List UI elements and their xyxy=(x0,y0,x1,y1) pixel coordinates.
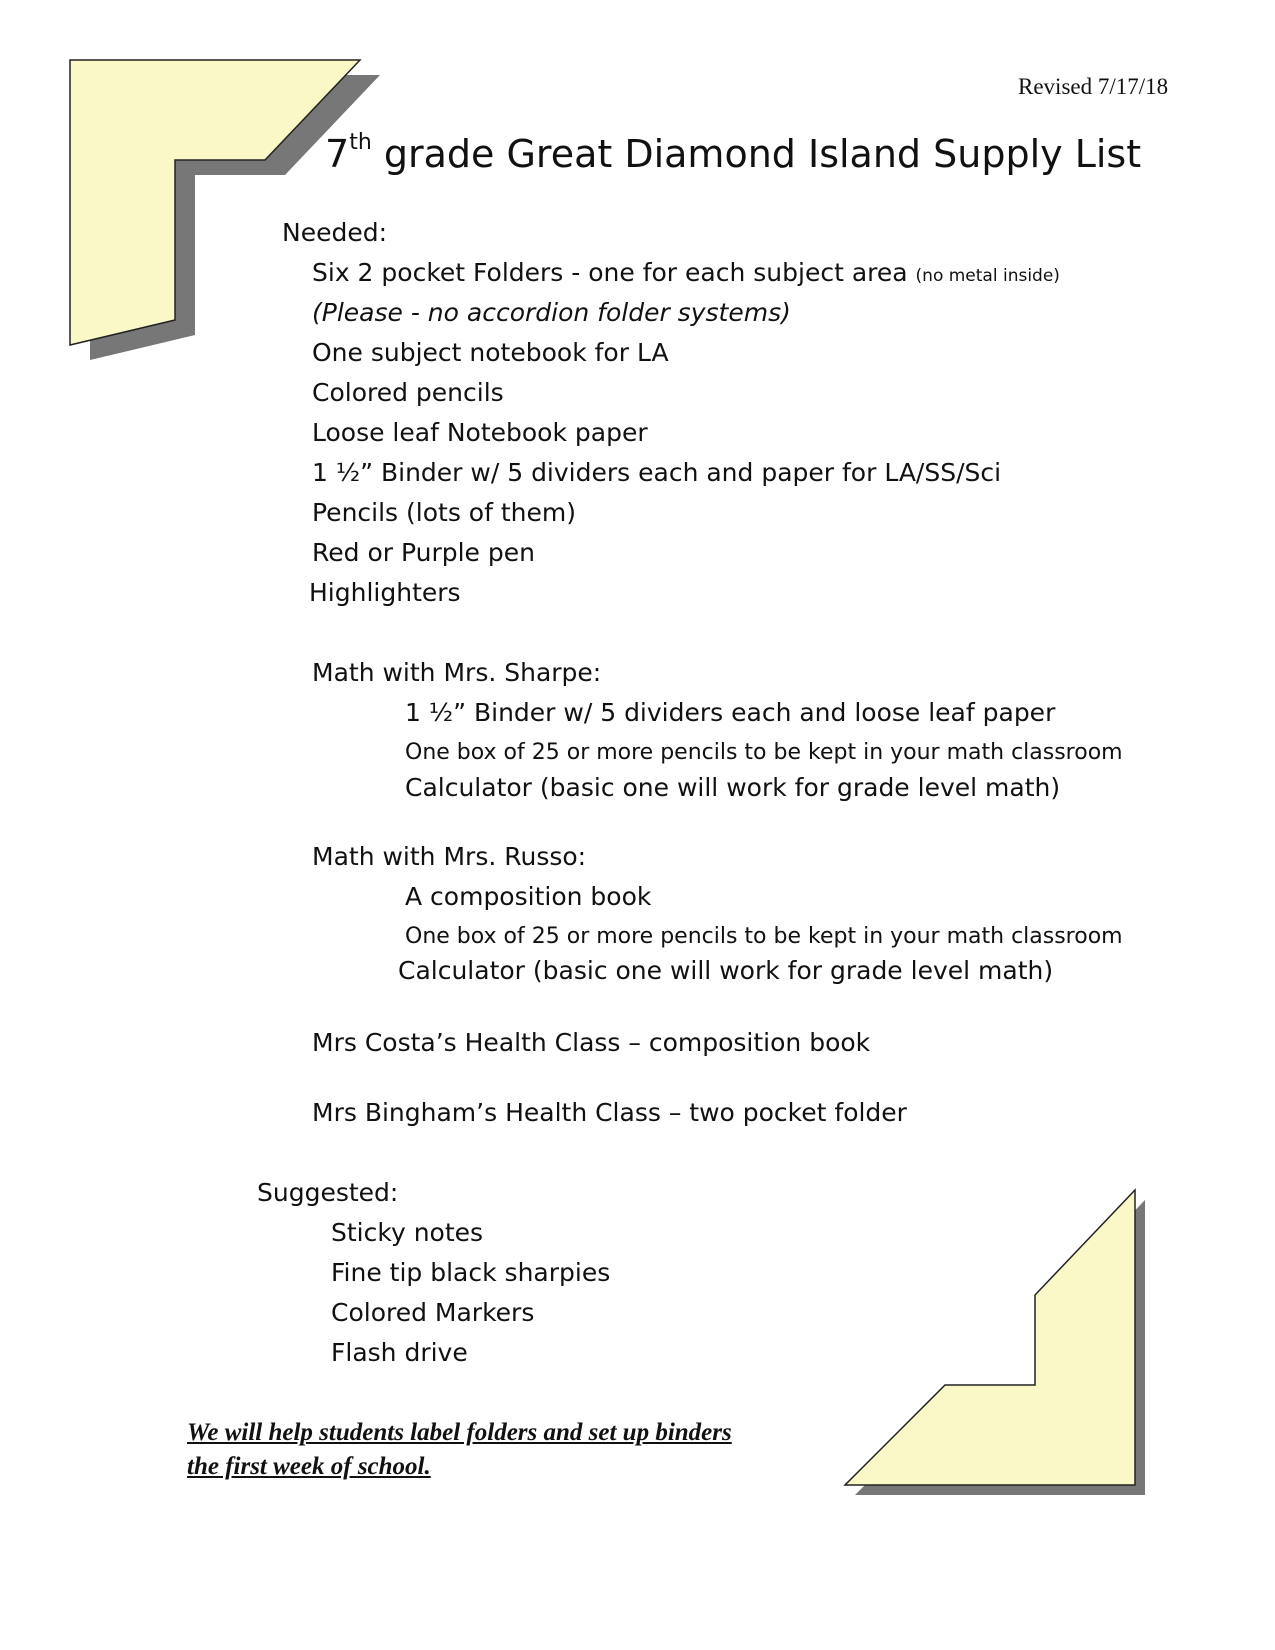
needed-item: 1 ½” Binder w/ 5 dividers each and paper for LA/SS/Sci xyxy=(312,458,1002,487)
sharpe-pencils: One box of 25 or more pencils to be kept in your math classroom xyxy=(405,740,1123,765)
needed-item: Loose leaf Notebook paper xyxy=(312,418,648,447)
russo-calculator: Calculator (basic one will work for grade level math) xyxy=(398,956,1054,985)
russo-pencils: One box of 25 or more pencils to be kept in your math classroom xyxy=(405,924,1123,949)
sharpe-calculator: Calculator (basic one will work for grade level math) xyxy=(405,773,1061,802)
costa-health-item: Mrs Costa’s Health Class – composition book xyxy=(312,1028,871,1057)
needed-item: Highlighters xyxy=(309,578,461,607)
needed-note-accordion: (Please - no accordion folder systems) xyxy=(312,298,791,327)
footer-line: the first week of school. xyxy=(187,1453,431,1480)
page-title: 7th grade Great Diamond Island Supply List xyxy=(325,130,1142,176)
needed-item: Colored pencils xyxy=(312,378,504,407)
sharpe-label: Math with Mrs. Sharpe: xyxy=(312,658,602,687)
suggested-item: Sticky notes xyxy=(331,1218,484,1247)
bingham-health-item: Mrs Bingham’s Health Class – two pocket folder xyxy=(312,1098,907,1127)
needed-item-folders: Six 2 pocket Folders - one for each subject area (no metal inside) xyxy=(312,258,1060,287)
sharpe-binder: 1 ½” Binder w/ 5 dividers each and loose leaf paper xyxy=(405,698,1056,727)
needed-item: Pencils (lots of them) xyxy=(312,498,576,527)
top-left-corner-decoration xyxy=(60,55,390,375)
suggested-item: Fine tip black sharpies xyxy=(331,1258,611,1287)
russo-label: Math with Mrs. Russo: xyxy=(312,842,587,871)
revised-date: Revised 7/17/18 xyxy=(1018,74,1169,99)
footer-note xyxy=(187,1416,732,1484)
suggested-label: Suggested: xyxy=(257,1178,399,1207)
suggested-item: Colored Markers xyxy=(331,1298,535,1327)
needed-label: Needed: xyxy=(282,218,388,247)
needed-item: One subject notebook for LA xyxy=(312,338,669,367)
footer-line: We will help students label folders and set up binders xyxy=(187,1419,732,1446)
bottom-right-corner-decoration xyxy=(835,1185,1165,1505)
russo-book: A composition book xyxy=(405,882,652,911)
needed-item: Red or Purple pen xyxy=(312,538,535,567)
suggested-item: Flash drive xyxy=(331,1338,468,1367)
